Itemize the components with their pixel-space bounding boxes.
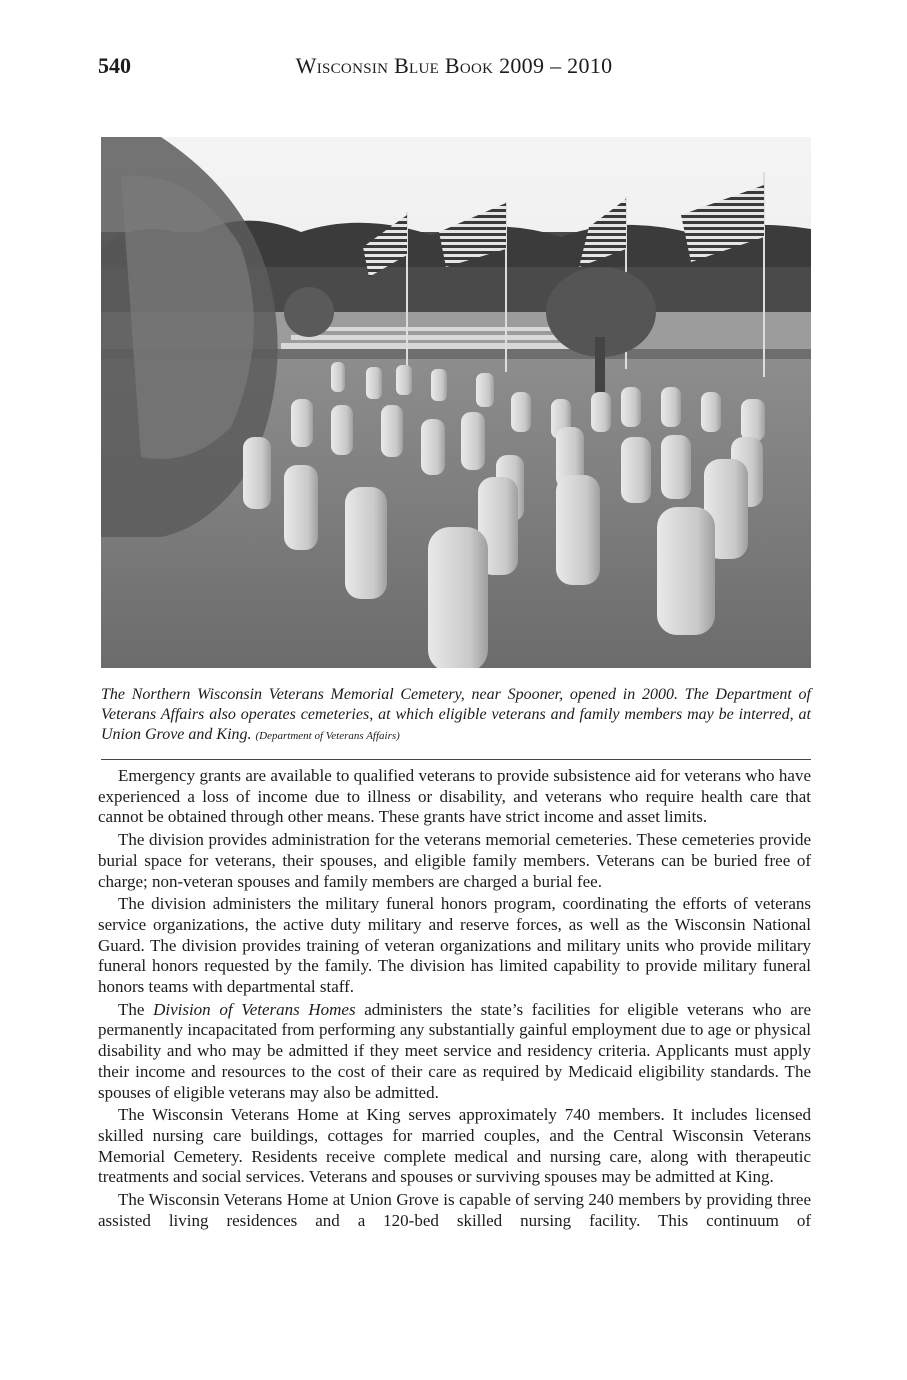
caption-credit: (Department of Veterans Affairs)	[255, 730, 400, 742]
article-body	[98, 766, 811, 1233]
page-header	[98, 53, 810, 83]
p4-prefix: The	[118, 999, 154, 1019]
running-title: Wisconsin Blue Book 2009 – 2010	[295, 53, 613, 78]
paragraph-emergency-grants: Emergency grants are available to qualified veterans to provide subsistence aid for veterans who have experienced a loss of income due to illness or disability, and veterans who require health care that cannot be obtained through other means. These grants have strict income and asset limits.	[98, 766, 811, 827]
paragraph-veterans-homes	[98, 1000, 811, 1104]
photo-caption	[101, 685, 811, 746]
paragraph-cemeteries: The division provides administration for the veterans memorial cemeteries. These cemeteries provide burial space for veterans, their spouses, and eligible family members. Veterans can be buried free of charge; non-veteran spouses and family members are charged a burial fee.	[98, 830, 811, 891]
caption-text: The Northern Wisconsin Veterans Memorial Cemetery, near Spooner, opened in 2000. The Department of Veterans Affairs also operates cemeteries, at which eligible veterans and family members may be interred, at Union Grove and King.	[101, 686, 811, 743]
division-name: Division of Veterans Homes	[153, 999, 356, 1019]
caption-divider	[101, 759, 811, 760]
paragraph-funeral-honors: The division administers the military funeral honors program, coordinating the efforts of veterans service organizations, the active duty military and reserve forces, as well as the Wisconsin National Guard. The division provides training of veteran organizations and military units who provide military funeral honors requested by the family. The division has limited capability to provide military funeral honors teams with departmental staff.	[98, 894, 811, 997]
paragraph-king-home: The Wisconsin Veterans Home at King serves approximately 740 members. It includes licensed skilled nursing care buildings, cottages for married couples, and the Central Wisconsin Veterans Memorial Cemetery. Residents receive complete medical and nursing care, along with therapeutic treatments and social services. Veterans and spouses or surviving spouses may be admitted at King.	[98, 1105, 811, 1187]
paragraph-union-grove: The Wisconsin Veterans Home at Union Grove is capable of serving 240 members by providing three assisted living residences and a 120-bed skilled nursing facility. This continuum of	[98, 1190, 811, 1230]
p4-rest: administers the state’s facilities for eligible veterans who are permanently incapacitated from performing any substantially gainful employment due to age or physical disability and who may be admitted if they meet service and residency criteria. Applicants must apply their income and resources to the cost of their care as required by Medicaid eligibility standards. The spouses of eligible veterans may also be admitted.	[98, 999, 811, 1102]
cemetery-photo	[101, 137, 811, 668]
page-number: 540	[98, 53, 131, 78]
